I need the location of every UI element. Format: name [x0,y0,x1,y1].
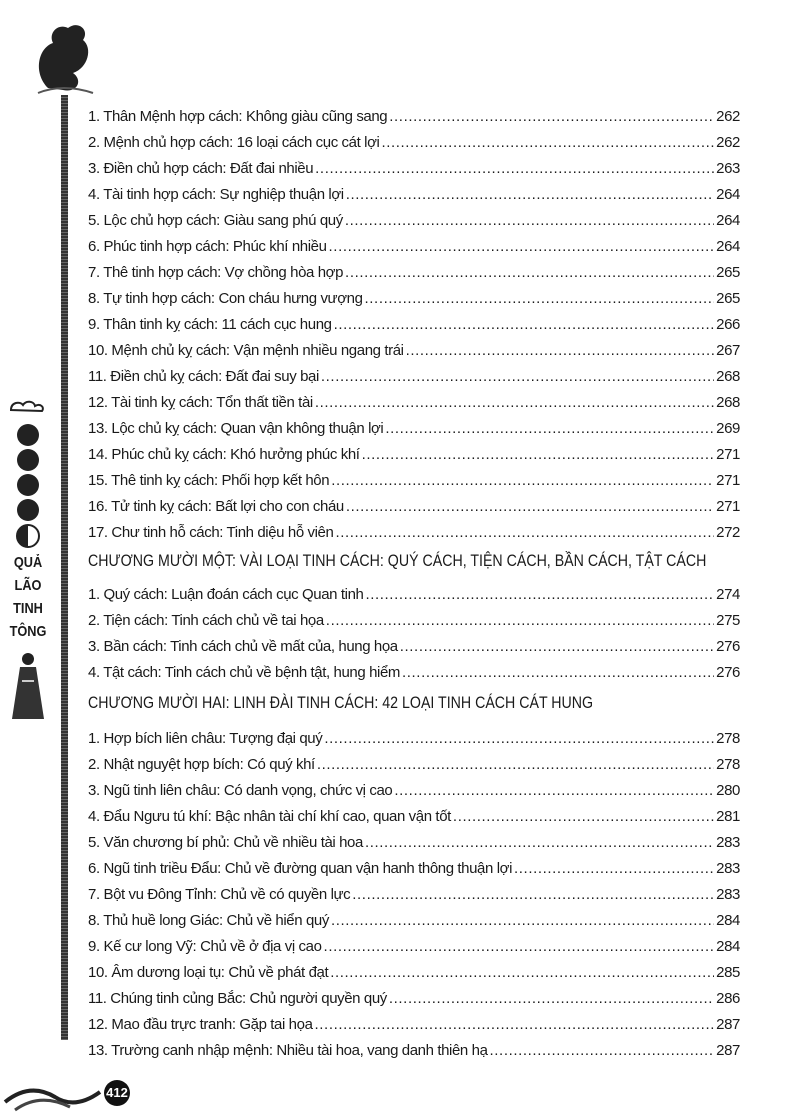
toc-entry [88,160,740,182]
toc-entry-page: 265 [716,264,740,281]
dot-leader [365,834,714,851]
toc-entry [88,938,740,960]
toc-entry-title: 16. Tử tinh kỵ cách: Bất lợi cho con cháu [88,498,344,515]
toc-entry [88,212,740,234]
toc-entry-page: 264 [716,186,740,203]
cloud-ornament-icon [8,398,48,416]
dot-leader [324,730,714,747]
toc-entry-title: 3. Ngũ tinh liên châu: Có danh vọng, chức vị cao [88,782,393,799]
toc-entry-title: 10. Âm dương loại tụ: Chủ về phát đạt [88,964,329,981]
toc-entry [88,586,740,608]
dot-leader [315,394,714,411]
toc-entry-title: 1. Thân Mệnh hợp cách: Không giàu cũng sang [88,108,388,125]
toc-entry [88,612,740,634]
toc-entry-page: 280 [716,782,740,799]
toc-entry [88,808,740,830]
toc-entry-page: 276 [716,664,740,681]
dot-icon [17,449,39,471]
dot-leader [365,586,714,603]
dot-icon [17,474,39,496]
dot-leader [362,446,715,463]
dot-leader [321,368,714,385]
toc-entry [88,730,740,752]
toc-entry-title: 9. Kế cư long Vỹ: Chủ về ở địa vị cao [88,938,322,955]
side-brand-line: TÔNG [9,623,47,640]
toc-entry-title: 2. Tiện cách: Tinh cách chủ về tai họa [88,612,324,629]
dot-leader [346,498,714,515]
toc-entry [88,368,740,390]
toc-entry-title: 9. Thân tinh kỵ cách: 11 cách cục hung [88,316,332,333]
dot-leader [345,212,714,229]
toc-entry-title: 13. Lộc chủ kỵ cách: Quan vận không thuận lợi [88,420,384,437]
toc-entry-title: 14. Phúc chủ kỵ cách: Khó hưởng phúc khí [88,446,360,463]
dot-leader [331,912,714,929]
toc-entry-page: 274 [716,586,740,603]
toc-entry-page: 275 [716,612,740,629]
toc-entry-page: 286 [716,990,740,1007]
toc-entry-title: 3. Điền chủ hợp cách: Đất đai nhiều [88,160,314,177]
dot-leader [329,238,715,255]
toc-entry-page: 267 [716,342,740,359]
toc-entry-title: 15. Thê tinh kỵ cách: Phối hợp kết hôn [88,472,330,489]
dot-leader [453,808,714,825]
decorative-side-bar [61,95,68,1040]
toc-entry [88,238,740,260]
toc-entry-page: 283 [716,886,740,903]
dot-leader [352,886,714,903]
toc-entry [88,834,740,856]
dot-leader [389,990,714,1007]
side-brand-line: LÃO [14,577,42,594]
toc-entry-page: 269 [716,420,740,437]
toc-entry-title: 3. Bần cách: Tinh cách chủ về mất của, hung họa [88,638,398,655]
dot-leader [365,290,715,307]
toc-entry-title: 12. Mao đầu trực tranh: Gặp tai họa [88,1016,313,1033]
toc-entry-title: 2. Mệnh chủ hợp cách: 16 loại cách cục cát lợi [88,134,380,151]
dot-leader [406,342,715,359]
dot-leader [514,860,714,877]
toc-entry-page: 266 [716,316,740,333]
toc-entry-page: 281 [716,808,740,825]
toc-entry-title: 1. Hợp bích liên châu: Tượng đại quý [88,730,323,747]
chapter-heading: CHƯƠNG MƯỜI HAI: LINH ĐÀI TINH CÁCH: 42 LOẠI TINH CÁCH CÁT HUNG [88,694,594,712]
dot-leader [385,420,714,437]
toc-entry-title: 11. Chúng tinh củng Bắc: Chủ người quyền quý [88,990,387,1007]
toc-entry-page: 284 [716,938,740,955]
toc-entry-page: 262 [716,134,740,151]
toc-entry-page: 264 [716,212,740,229]
toc-entry-page: 262 [716,108,740,125]
toc-entry-page: 278 [716,730,740,747]
toc-entry [88,638,740,660]
dot-leader [315,160,714,177]
yin-yang-icon [16,524,40,548]
toc-entry [88,1042,740,1064]
toc-entry-page: 271 [716,472,740,489]
toc-entry-page: 276 [716,638,740,655]
toc-entry [88,134,740,156]
toc-entry-page: 283 [716,860,740,877]
dot-leader [381,134,714,151]
toc-entry-title: 4. Tài tinh hợp cách: Sự nghiệp thuận lợi [88,186,344,203]
toc-entry [88,664,740,686]
dot-leader [324,938,715,955]
wave-ornament-icon [0,1062,110,1114]
dot-icon [17,499,39,521]
toc-entry-page: 264 [716,238,740,255]
toc-entry-title: 17. Chư tinh hỗ cách: Tinh diệu hỗ viên [88,524,334,541]
toc-entry-page: 285 [716,964,740,981]
toc-entry-page: 287 [716,1042,740,1059]
dot-leader [330,964,714,981]
side-brand-line: TINH [13,600,43,617]
dot-icon [17,424,39,446]
dot-leader [345,264,714,281]
toc-entry-page: 284 [716,912,740,929]
toc-entry-title: 4. Đẩu Ngưu tú khí: Bậc nhân tài chí khí cao, quan vận tốt [88,808,451,825]
toc-entry [88,782,740,804]
toc-entry [88,316,740,338]
toc-entry [88,342,740,364]
toc-entry-page: 287 [716,1016,740,1033]
toc-entry [88,108,740,130]
dot-leader [326,612,714,629]
dot-leader [402,664,714,681]
dot-leader [331,472,714,489]
toc-entry-title: 7. Thê tinh hợp cách: Vợ chồng hòa hợp [88,264,344,281]
toc-entry-page: 278 [716,756,740,773]
side-emblem [0,398,56,726]
toc-entry [88,420,740,442]
dot-leader [335,524,714,541]
toc-entry [88,886,740,908]
toc-entry-title: 4. Tật cách: Tinh cách chủ về bệnh tật, hung hiểm [88,664,400,681]
toc-entry [88,756,740,778]
chapter-heading: CHƯƠNG MƯỜI MỘT: VÀI LOẠI TINH CÁCH: QUÝ CÁCH, TIỆN CÁCH, BẦN CÁCH, TẬT CÁCH [88,552,707,570]
toc-entry-page: 268 [716,368,740,385]
toc-entry [88,446,740,468]
toc-entry [88,472,740,494]
toc-entry-title: 6. Ngũ tinh triều Đẩu: Chủ về đường quan vận hanh thông thuận lợi [88,860,513,877]
toc-entry-title: 11. Điền chủ kỵ cách: Đất đai suy bại [88,368,319,385]
toc-entry-page: 283 [716,834,740,851]
sage-figure-icon [8,651,48,721]
toc-entry [88,290,740,312]
toc-entry-title: 7. Bột vu Đông Tỉnh: Chủ về có quyền lực [88,886,351,903]
toc-entry-title: 1. Quý cách: Luận đoán cách cục Quan tinh [88,586,364,603]
toc-entry-title: 5. Văn chương bí phủ: Chủ về nhiều tài hoa [88,834,363,851]
toc-entry-title: 6. Phúc tinh hợp cách: Phúc khí nhiều [88,238,327,255]
toc-entry-title: 2. Nhật nguyệt hợp bích: Có quý khí [88,756,315,773]
toc-entry-title: 12. Tài tinh kỵ cách: Tổn thất tiền tài [88,394,313,411]
dot-leader [389,108,714,125]
toc-entry-page: 263 [716,160,740,177]
toc-entry [88,1016,740,1038]
toc-entry [88,964,740,986]
dot-leader [490,1042,715,1059]
toc-entry [88,498,740,520]
toc-entry-title: 8. Thủ huề long Giác: Chủ về hiển quý [88,912,329,929]
dot-leader [334,316,715,333]
toc-entry [88,394,740,416]
toc-entry-page: 272 [716,524,740,541]
toc-entry-title: 10. Mệnh chủ kỵ cách: Vận mệnh nhiều ngang trái [88,342,404,359]
toc-entry [88,524,740,546]
page-number: 412 [104,1080,130,1106]
toc-entry [88,860,740,882]
toc-entry-page: 265 [716,290,740,307]
toc-entry-title: 5. Lộc chủ hợp cách: Giàu sang phú quý [88,212,343,229]
toc-entry-page: 268 [716,394,740,411]
toc-entry [88,912,740,934]
toc-entry [88,186,740,208]
toc-entry-title: 13. Trường canh nhập mệnh: Nhiều tài hoa, vang danh thiên hạ [88,1042,488,1059]
dot-leader [400,638,714,655]
dot-leader [394,782,714,799]
dragon-ornament-icon [28,18,98,98]
side-brand-line: QUẢ [13,554,43,571]
toc-entry [88,990,740,1012]
dot-leader [317,756,714,773]
toc-entry [88,264,740,286]
dot-leader [346,186,714,203]
toc-entry-title: 8. Tự tinh hợp cách: Con cháu hưng vượng [88,290,363,307]
toc-entry-page: 271 [716,498,740,515]
toc-entry-page: 271 [716,446,740,463]
dot-leader [315,1016,715,1033]
